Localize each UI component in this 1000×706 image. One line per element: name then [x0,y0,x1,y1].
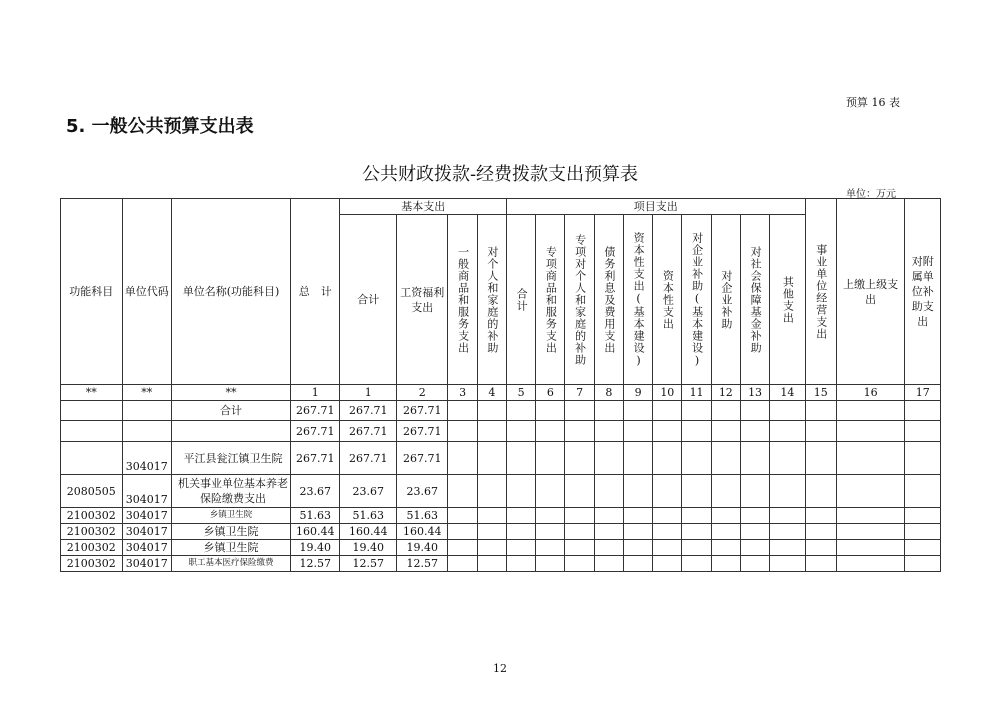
cell-wage: 12.57 [396,556,447,572]
table-title: 公共财政拨款-经费拨款支出预算表 [361,164,639,185]
cell-name: 乡镇卫生院 [171,508,290,524]
column-number: 1 [340,385,397,401]
cell-total: 51.63 [291,508,340,524]
header-enterprise-basic [682,215,711,385]
cell-basic-total: 267.71 [340,442,397,475]
cell-basic-total: 51.63 [340,508,397,524]
header-project-subtotal-label: 合计 [515,287,529,312]
column-number: 9 [623,385,652,401]
cell-code: 304017 [122,508,171,524]
column-number: 14 [770,385,805,401]
column-number: 10 [653,385,682,401]
header-func-subject: 功能科目 [61,199,123,385]
cell-code [122,421,171,442]
header-social-security-label: 对社会保障基金补助 [749,245,763,354]
header-row-1 [61,199,941,215]
table-row [61,475,941,508]
cell-code: 304017 [122,475,171,508]
table-row [61,540,941,556]
column-number: 15 [805,385,836,401]
header-basic-subtotal: 合计 [340,215,397,385]
cell-func: 2100302 [61,524,123,540]
column-number: 2 [396,385,447,401]
header-individual-family-label: 对个人和家庭的补助 [485,245,499,354]
unit-label: 单位：万元 [846,189,896,200]
cell-code: 304017 [122,540,171,556]
cell-basic-total: 267.71 [340,421,397,442]
cell-wage: 267.71 [396,401,447,421]
column-number: 4 [477,385,506,401]
cell-code: 304017 [122,556,171,572]
header-social-security [740,215,769,385]
cell-wage: 19.40 [396,540,447,556]
header-goods-services-label: 一般商品和服务支出 [456,245,470,354]
cell-name: 机关事业单位基本养老保险缴费支出 [171,475,290,508]
column-number: 5 [506,385,535,401]
header-special-goods-label: 专项商品和服务支出 [544,245,558,354]
header-debt-interest-label: 债务利息及费用支出 [602,245,616,354]
header-capital-basic [623,215,652,385]
column-number: 11 [682,385,711,401]
table-row [61,421,941,442]
header-enterprise [711,215,740,385]
cell-name: 职工基本医疗保险缴费 [171,556,290,572]
section-title: 5. 一般公共预算支出表 [66,116,254,137]
header-special-individual [565,215,594,385]
column-number: 6 [536,385,565,401]
header-goods-services [448,215,477,385]
header-other-label: 其他支出 [781,275,795,324]
table-row [61,508,941,524]
table-row [61,442,941,475]
cell-total: 267.71 [291,401,340,421]
header-other [770,215,805,385]
column-number-row [61,385,941,401]
header-individual-family [477,215,506,385]
cell-total: 12.57 [291,556,340,572]
cell-wage: 267.71 [396,442,447,475]
header-total: 总 计 [291,199,340,385]
header-unit-name: 单位名称(功能科目) [171,199,290,385]
cell-func: 2100302 [61,508,123,524]
cell-func: 2080505 [61,475,123,508]
table-row [61,556,941,572]
cell-total: 267.71 [291,442,340,475]
column-number: 13 [740,385,769,401]
column-number: ** [122,385,171,401]
header-unit-code: 单位代码 [122,199,171,385]
cell-code: 304017 [122,442,171,475]
cell-func [61,401,123,421]
table-number-label: 预算 16 表 [846,96,900,109]
header-pay-superior: 上缴上级支出 [836,199,905,385]
cell-wage: 160.44 [396,524,447,540]
cell-total: 267.71 [291,421,340,442]
cell-name: 乡镇卫生院 [171,524,290,540]
cell-total: 23.67 [291,475,340,508]
cell-name [171,421,290,442]
cell-func: 2100302 [61,540,123,556]
header-basic-group: 基本支出 [340,199,506,215]
column-number: ** [61,385,123,401]
cell-basic-total: 267.71 [340,401,397,421]
cell-total: 160.44 [291,524,340,540]
column-number: 12 [711,385,740,401]
header-business-operation-label: 事业单位经营支出 [814,243,828,340]
header-special-individual-label: 专项对个人和家庭的补助 [573,233,587,366]
cell-code: 304017 [122,524,171,540]
header-capital [653,215,682,385]
table-row [61,401,941,421]
header-business-operation [805,199,836,385]
cell-basic-total: 23.67 [340,475,397,508]
column-number: ** [171,385,290,401]
header-enterprise-basic-label: 对企业补助(基本建设) [690,231,704,368]
cell-func: 2100302 [61,556,123,572]
cell-name: 平江县瓮江镇卫生院 [171,442,290,475]
cell-basic-total: 160.44 [340,524,397,540]
cell-wage: 51.63 [396,508,447,524]
cell-name: 合计 [171,401,290,421]
page-number: 12 [493,662,507,675]
cell-func [61,421,123,442]
header-project-group: 项目支出 [506,199,805,215]
header-capital-label: 资本性支出 [661,269,675,330]
budget-table [60,198,941,572]
header-enterprise-label: 对企业补助 [719,269,733,330]
column-number: 7 [565,385,594,401]
column-number: 3 [448,385,477,401]
column-number: 8 [594,385,623,401]
header-special-goods [536,215,565,385]
cell-name: 乡镇卫生院 [171,540,290,556]
column-number: 16 [836,385,905,401]
table-row [61,524,941,540]
cell-code [122,401,171,421]
header-wage-welfare: 工资福利支出 [396,215,447,385]
column-number: 1 [291,385,340,401]
cell-basic-total: 19.40 [340,540,397,556]
header-project-subtotal [506,215,535,385]
header-capital-basic-label: 资本性支出(基本建设) [632,231,646,368]
cell-total: 19.40 [291,540,340,556]
header-subsidy-affiliated: 对附属单位补助支出 [905,199,941,385]
cell-wage: 267.71 [396,421,447,442]
column-number: 17 [905,385,941,401]
cell-func [61,442,123,475]
cell-basic-total: 12.57 [340,556,397,572]
cell-wage: 23.67 [396,475,447,508]
header-debt-interest [594,215,623,385]
